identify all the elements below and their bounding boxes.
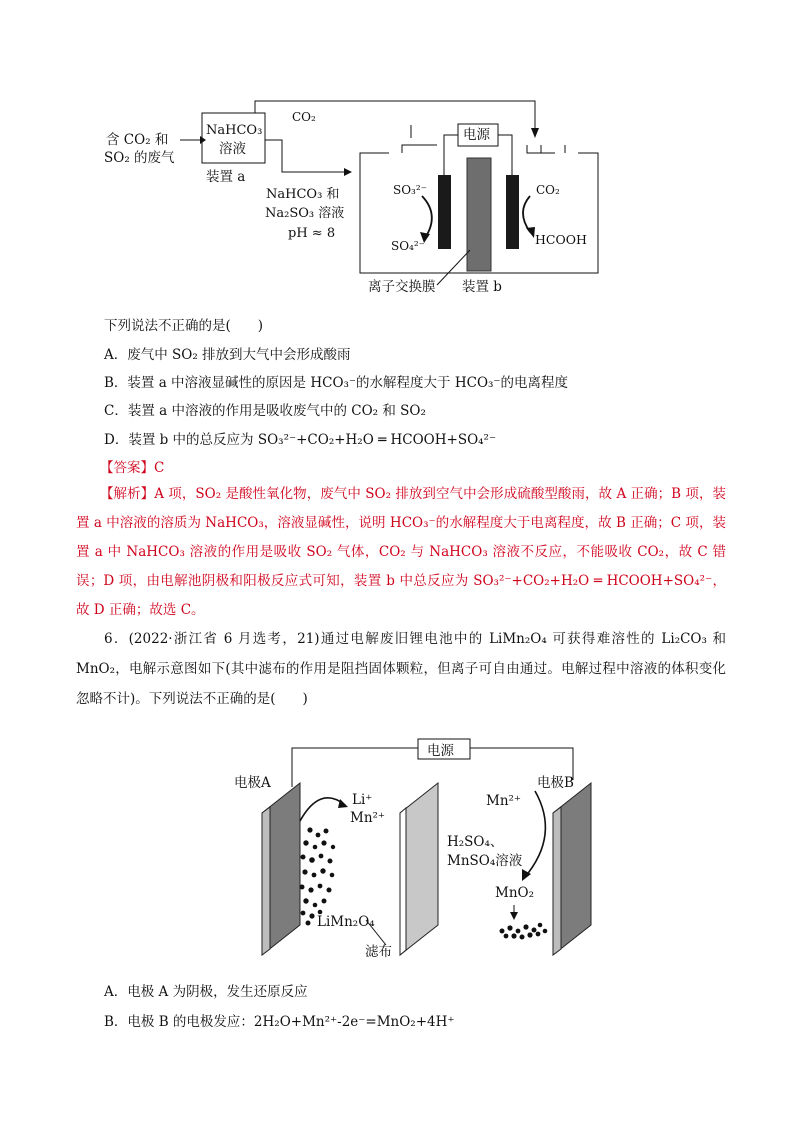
- solution-label-2: Na₂SO₃ 溶液: [265, 206, 345, 221]
- electrode-b-label: 电极B: [537, 775, 574, 791]
- li-ion-label: Li⁺: [352, 792, 373, 808]
- q5-answer: 【答案】C: [100, 460, 165, 476]
- q5-option-d: D．装置 b 中的总反应为 SO₃²⁻+CO₂+H₂O ═ HCOOH+SO₄²⁻: [104, 432, 497, 448]
- lithium-battery-electrolysis-diagram: [0, 735, 800, 965]
- box-label-nahco3: NaHCO₃: [206, 123, 263, 138]
- solution-label-2: MnSO₄溶液: [447, 853, 523, 869]
- solution-label-1: NaHCO₃ 和: [266, 187, 340, 202]
- mno2-particles: [500, 923, 548, 940]
- mn-ion-label: Mn²⁺: [350, 810, 386, 826]
- mno2-label: MnO₂: [495, 885, 534, 901]
- limn2o4-particles: [300, 827, 336, 925]
- anode-plate: [438, 175, 451, 249]
- hcooh-label: HCOOH: [535, 232, 587, 247]
- membrane-label: 离子交换膜: [368, 279, 436, 295]
- q6-option-a: A．电极 A 为阴极，发生还原反应: [104, 984, 308, 1000]
- waste-gas-label: 含 CO₂ 和: [106, 132, 169, 148]
- q5-option-a: A．废气中 SO₂ 排放到大气中会形成酸雨: [104, 347, 351, 363]
- power-label: 电源: [463, 127, 490, 143]
- mn-ion-label-b: Mn²⁺: [486, 793, 522, 809]
- co2-top-label: CO₂: [292, 110, 316, 124]
- q5-option-b: B．装置 a 中溶液显碱性的原因是 HCO₃⁻的水解程度大于 HCO₃⁻的电离程度: [104, 375, 569, 391]
- q5-stem: 下列说法不正确的是( ): [104, 318, 264, 334]
- q6-stem: 6．(2022·浙江省 6 月选考，21)通过电解废旧锂电池中的 LiMn₂O₄ 可获得难溶性的 Li₂CO₃ 和 MnO₂，电解示意图如下(其中滤布的作用是阻挡固体颗粒，但离子可自由通过。电解过程中溶液的体积变化忽略不计)。下列说法不正确的是( ): [76, 631, 726, 707]
- device-a-label: 装置 a: [206, 169, 246, 185]
- q5-analysis: 【解析】A 项，SO₂ 是酸性氧化物，废气中 SO₂ 排放到空气中会形成硫酸型酸雨，故 A 正确；B 项，装置 a 中溶液的溶质为 NaHCO₃，溶液显碱性，说明 HCO₃⁻的水解程度大于电离程度，故 B 正确；C 项，装置 a 中 NaHCO₃ 溶液的作用是吸收 SO₂ 气体，CO₂ 与 NaHCO₃ 溶液不反应，不能吸收 CO₂，故 C 错误；D 项，由电解池阴极和阳极反应式可知，装置 b 中总反应为 SO₃²⁻+CO₂+H₂O ═ HCOOH+SO₄²⁻，故 D 正确；故选 C。: [76, 486, 726, 618]
- electrode-a-label: 电极A: [234, 775, 271, 791]
- filter-cloth-label: 滤布: [365, 944, 392, 960]
- limn2o4-label: LiMn₂O₄: [317, 914, 375, 930]
- q6-option-b: B．电极 B 的电极发应：2H₂O+Mn²⁺-2e⁻=MnO₂+4H⁺: [104, 1014, 455, 1030]
- sulfite-label: SO₃²⁻: [393, 183, 428, 197]
- cathode-plate: [506, 175, 519, 249]
- q5-option-c: C．装置 a 中溶液的作用是吸收废气中的 CO₂ 和 SO₂: [104, 403, 426, 419]
- box-label-solution: 溶液: [219, 141, 246, 157]
- sulfate-label: SO₄²⁻: [391, 239, 426, 253]
- solution-label: H₂SO₄、: [447, 834, 504, 850]
- ion-exchange-membrane: [467, 158, 491, 271]
- co2-right-label: CO₂: [536, 183, 560, 197]
- waste-gas-label-2: SO₂ 的废气: [104, 150, 175, 166]
- solution-label-ph: pH ≈ 8: [288, 226, 336, 241]
- power-label-2: 电源: [427, 743, 454, 759]
- device-b-label: 装置 b: [462, 279, 502, 295]
